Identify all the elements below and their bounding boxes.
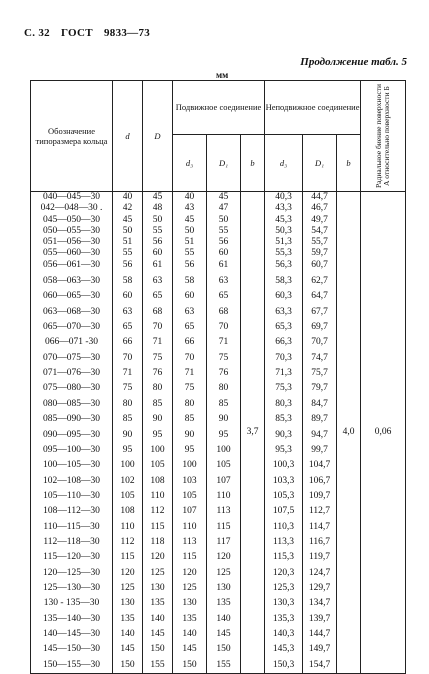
table-cell-name: 070—075—30 xyxy=(43,352,100,363)
table-cell-D1f: 59,7 xyxy=(311,248,328,259)
table-cell-d3f: 85,3 xyxy=(275,414,292,425)
table-cell-D1: 105 xyxy=(216,460,231,471)
table-cell-name: 063—068—30 xyxy=(43,306,100,317)
table-cell-D1f: 44,7 xyxy=(311,192,328,202)
table-cell-d3: 75 xyxy=(184,383,195,394)
table-cell-d3f: 103,3 xyxy=(272,475,295,486)
table-cell-name: 066—071 -30 xyxy=(44,337,99,348)
table-cell-d: 140 xyxy=(120,628,135,639)
table-cell-d3: 105 xyxy=(182,490,197,501)
table-cell-d3: 66 xyxy=(184,337,195,348)
table-cell-name: 145—150—30 xyxy=(43,644,100,655)
table-cell-D1: 80 xyxy=(218,383,229,394)
standard-number: 9833—73 xyxy=(103,27,151,39)
table-cell-name: 065—070—30 xyxy=(43,322,100,333)
table-cell-D: 100 xyxy=(150,444,165,455)
table-cell-D1: 56 xyxy=(218,237,229,248)
table-cell-d3f: 60,3 xyxy=(275,291,292,302)
table-cell-D: 68 xyxy=(152,306,163,317)
table-cell-d3f: 107,5 xyxy=(272,506,295,517)
table-cell-d3: 70 xyxy=(184,352,195,363)
table-cell-d: 51 xyxy=(122,237,133,248)
table-cell-D1f: 124,7 xyxy=(308,567,331,578)
table-cell-D1: 75 xyxy=(218,352,229,363)
table-cell-d3: 58 xyxy=(184,276,195,287)
table-cell-D1f: 75,7 xyxy=(311,368,328,379)
table-cell-name: 058—063—30 xyxy=(43,276,100,287)
table-cell-D1f: 74,7 xyxy=(311,352,328,363)
table-cell-D1f: 94,7 xyxy=(311,429,328,440)
table-cell-D: 45 xyxy=(152,192,163,202)
radial-cell: 0,06 xyxy=(361,192,406,674)
table-cell-D1: 100 xyxy=(216,444,231,455)
table-cell-D1f: 134,7 xyxy=(308,598,331,609)
table-cell-name: 130 - 135—30 xyxy=(43,598,100,609)
page-number: С. 32 xyxy=(24,27,50,39)
table-cell-d: 102 xyxy=(120,475,135,486)
table-cell-D: 63 xyxy=(152,276,163,287)
table-cell-name: 051—056—30 xyxy=(43,237,100,248)
table-cell-D: 60 xyxy=(152,248,163,259)
table-cell-D1f: 109,7 xyxy=(308,490,331,501)
table-cell-d3: 107 xyxy=(182,506,197,517)
table-cell-d3f: 80,3 xyxy=(275,398,292,409)
header-b: b xyxy=(241,134,265,191)
table-cell-name: 075—080—30 xyxy=(43,383,100,394)
table-cell-D: 105 xyxy=(150,460,165,471)
table-cell-d: 125 xyxy=(120,582,135,593)
table-cell-D: 90 xyxy=(152,414,163,425)
table-cell-d3: 135 xyxy=(182,613,197,624)
table-cell-d3f: 56,3 xyxy=(275,259,292,270)
table-cell-d3: 103 xyxy=(182,475,197,486)
table-cell-d3f: 110,3 xyxy=(273,521,295,532)
table-cell-D1f: 67,7 xyxy=(311,306,328,317)
table-cell-D: 75 xyxy=(152,352,163,363)
table-cell-d3: 80 xyxy=(184,398,195,409)
table-cell-D1: 110 xyxy=(216,490,231,501)
table-cell-D: 135 xyxy=(150,598,165,609)
table-cell-D: 95 xyxy=(152,429,163,440)
table-cell-d: 80 xyxy=(122,398,133,409)
table-cell-D1f: 69,7 xyxy=(311,322,328,333)
table-cell-D1: 113 xyxy=(216,506,231,517)
table-cell-D1f: 112,7 xyxy=(309,506,331,517)
table-cell-d3: 120 xyxy=(182,567,197,578)
table-cell-D1f: 114,7 xyxy=(309,521,331,532)
table-cell-name: 110—115—30 xyxy=(43,521,100,532)
header-b-fixed: b xyxy=(337,134,361,191)
table-cell-D: 110 xyxy=(150,490,165,501)
table-cell-d3f: 58,3 xyxy=(275,276,292,287)
table-cell-d3f: 63,3 xyxy=(275,306,292,317)
table-cell-D: 80 xyxy=(152,383,163,394)
table-cell-d: 55 xyxy=(122,248,133,259)
table-cell-D1: 145 xyxy=(216,628,231,639)
table-cell-d: 71 xyxy=(122,368,133,379)
table-cell-d3f: 135,3 xyxy=(272,613,295,624)
col-d3-fixed-cell xyxy=(265,192,303,674)
table-cell-D1: 61 xyxy=(218,259,229,270)
table-cell-d: 50 xyxy=(122,225,133,236)
header-d: d xyxy=(113,81,143,192)
table-cell-D1: 117 xyxy=(216,536,231,547)
table-cell-D: 55 xyxy=(152,225,163,236)
table-cell-D1f: 106,7 xyxy=(308,475,331,486)
table-cell-d: 85 xyxy=(122,414,133,425)
header-D1-fixed: D₁ xyxy=(303,134,337,191)
table-cell-D1: 155 xyxy=(216,659,231,670)
table-cell-d: 56 xyxy=(122,259,133,270)
table-cell-d3f: 95,3 xyxy=(275,444,292,455)
table-cell-d3: 115 xyxy=(182,552,197,563)
dimensions-table xyxy=(30,80,406,674)
table-cell-D1: 45 xyxy=(218,192,229,202)
table-cell-D1f: 84,7 xyxy=(311,398,328,409)
header-fixed: Неподвижное соединение xyxy=(265,81,361,135)
table-cell-D: 115 xyxy=(150,521,165,532)
table-cell-D1f: 144,7 xyxy=(308,628,331,639)
table-cell-D: 85 xyxy=(152,398,163,409)
table-cell-d3f: 70,3 xyxy=(275,352,292,363)
col-d-cell xyxy=(113,192,143,674)
table-cell-D1: 95 xyxy=(218,429,229,440)
table-cell-d3f: 125,3 xyxy=(272,582,295,593)
header-movable: Подвижное соединение xyxy=(173,81,265,135)
table-cell-D1: 125 xyxy=(216,567,231,578)
table-cell-name: 040—045—30 xyxy=(43,192,100,202)
page-header xyxy=(24,27,158,39)
table-cell-D: 150 xyxy=(150,644,165,655)
table-cell-D1: 65 xyxy=(218,291,229,302)
table-cell-name: 100—105—30 xyxy=(43,460,100,471)
table-cell-D1: 115 xyxy=(216,521,231,532)
table-cell-D1: 90 xyxy=(218,414,229,425)
table-cell-D: 145 xyxy=(150,628,165,639)
table-cell-D1: 107 xyxy=(216,475,231,486)
table-cell-d: 75 xyxy=(122,383,133,394)
table-cell-d3f: 100,3 xyxy=(272,460,295,471)
table-cell-D1f: 62,7 xyxy=(311,276,328,287)
table-cell-name: 108—112—30 xyxy=(43,506,100,517)
table-cell-D: 65 xyxy=(152,291,163,302)
table-cell-d: 45 xyxy=(122,214,133,225)
table-cell-D1: 150 xyxy=(216,644,231,655)
table-cell-d: 95 xyxy=(122,444,133,455)
table-cell-name: 135—140—30 xyxy=(43,613,100,624)
table-cell-D1f: 139,7 xyxy=(308,613,331,624)
table-cell-d3f: 55,3 xyxy=(275,248,292,259)
table-cell-name: 060—065—30 xyxy=(43,291,100,302)
table-cell-d3: 51 xyxy=(184,237,195,248)
table-cell-D1f: 79,7 xyxy=(311,383,328,394)
table-cell-d3: 50 xyxy=(184,225,195,236)
table-cell-D: 125 xyxy=(150,567,165,578)
table-cell-d3f: 130,3 xyxy=(272,598,295,609)
table-cell-D: 140 xyxy=(150,613,165,624)
table-cell-D1: 63 xyxy=(218,276,229,287)
col-D1-cell xyxy=(207,192,241,674)
table-cell-D1f: 99,7 xyxy=(311,444,328,455)
header-name: Обозначение типоразмера кольца xyxy=(31,81,113,192)
table-cell-D: 118 xyxy=(150,536,165,547)
table-cell-d3: 95 xyxy=(184,444,195,455)
table-cell-d3: 63 xyxy=(184,306,195,317)
table-cell-d3: 71 xyxy=(184,368,195,379)
table-cell-d3f: 75,3 xyxy=(275,383,292,394)
table-cell-name: 056—061—30 xyxy=(43,259,100,270)
b-fixed-cell: 4,0 xyxy=(337,192,361,674)
table-body-row xyxy=(31,192,406,674)
col-d3-cell xyxy=(173,192,207,674)
table-cell-d3f: 65,3 xyxy=(275,322,292,333)
table-cell-D: 70 xyxy=(152,322,163,333)
table-cell-D1: 85 xyxy=(218,398,229,409)
table-cell-d3f: 150,3 xyxy=(272,659,295,670)
table-cell-d3: 110 xyxy=(182,521,197,532)
table-cell-D1f: 60,7 xyxy=(311,259,328,270)
table-cell-d3f: 90,3 xyxy=(275,429,292,440)
table-cell-d: 108 xyxy=(120,506,135,517)
table-cell-d3: 55 xyxy=(184,248,195,259)
table-cell-d3: 85 xyxy=(184,414,195,425)
table-cell-d3: 125 xyxy=(182,582,197,593)
table-cell-d3f: 115,3 xyxy=(273,552,295,563)
table-cell-D: 48 xyxy=(152,203,163,214)
table-cell-d3f: 45,3 xyxy=(275,214,292,225)
col-D-cell xyxy=(143,192,173,674)
table-cell-D1f: 119,7 xyxy=(309,552,331,563)
table-cell-d: 130 xyxy=(120,598,135,609)
table-cell-d3f: 66,3 xyxy=(275,337,292,348)
table-cell-D1: 50 xyxy=(218,214,229,225)
table-cell-d3f: 120,3 xyxy=(272,567,295,578)
table-cell-d: 58 xyxy=(122,276,133,287)
table-cell-d3f: 51,3 xyxy=(275,237,292,248)
table-cell-name: 042—048—30 . xyxy=(40,203,103,214)
header-D: D xyxy=(143,81,173,192)
table-cell-D: 56 xyxy=(152,237,163,248)
table-cell-D: 155 xyxy=(150,659,165,670)
table-cell-name: 140—145—30 xyxy=(43,628,100,639)
table-cell-D1: 55 xyxy=(218,225,229,236)
table-cell-d3: 60 xyxy=(184,291,195,302)
table-cell-d3f: 71,3 xyxy=(275,368,292,379)
table-cell-d3: 43 xyxy=(184,203,195,214)
table-cell-d3: 65 xyxy=(184,322,195,333)
table-cell-d: 40 xyxy=(122,192,133,202)
table-cell-name: 050—055—30 xyxy=(43,225,100,236)
table-cell-name: 120—125—30 xyxy=(43,567,100,578)
table-cell-d3f: 50,3 xyxy=(275,225,292,236)
table-cell-d: 70 xyxy=(122,352,133,363)
table-cell-d: 63 xyxy=(122,306,133,317)
table-cell-name: 102—108—30 xyxy=(43,475,100,486)
table-cell-name: 095—100—30 xyxy=(43,444,100,455)
table-cell-d: 112 xyxy=(120,536,135,547)
table-cell-d3f: 43,3 xyxy=(275,203,292,214)
table-cell-name: 080—085—30 xyxy=(43,398,100,409)
table-cell-d: 90 xyxy=(122,429,133,440)
table-cell-name: 115—120—30 xyxy=(43,552,100,563)
table-cell-name: 105—110—30 xyxy=(43,490,100,501)
table-cell-D1: 140 xyxy=(216,613,231,624)
table-cell-d3: 140 xyxy=(182,628,197,639)
table-cell-d3: 56 xyxy=(184,259,195,270)
table-cell-d3: 90 xyxy=(184,429,195,440)
table-cell-D1f: 54,7 xyxy=(311,225,328,236)
table-cell-D1f: 70,7 xyxy=(311,337,328,348)
col-D1-fixed-cell xyxy=(303,192,337,674)
table-cell-d3: 100 xyxy=(182,460,197,471)
table-cell-d: 42 xyxy=(122,203,133,214)
table-cell-d: 145 xyxy=(120,644,135,655)
table-cell-name: 055—060—30 xyxy=(43,248,100,259)
table-cell-d: 120 xyxy=(120,567,135,578)
table-cell-D1f: 46,7 xyxy=(311,203,328,214)
header-d3-fixed: d₃ xyxy=(265,134,303,191)
table-cell-D1: 76 xyxy=(218,368,229,379)
table-cell-d3f: 40,3 xyxy=(275,192,292,202)
table-cell-D1: 60 xyxy=(218,248,229,259)
table-cell-d: 60 xyxy=(122,291,133,302)
table-cell-D1f: 89,7 xyxy=(311,414,328,425)
table-cell-name: 045—050—30 xyxy=(43,214,100,225)
table-cell-d: 135 xyxy=(120,613,135,624)
table-cell-name: 090—095—30 xyxy=(43,429,100,440)
table-cell-D1: 120 xyxy=(216,552,231,563)
table-cell-D1f: 49,7 xyxy=(311,214,328,225)
b-movable-cell: 3,7 xyxy=(241,192,265,674)
table-cell-d: 65 xyxy=(122,322,133,333)
table-cell-d: 110 xyxy=(120,521,135,532)
table-cell-D1f: 116,7 xyxy=(309,536,331,547)
table-cell-d3f: 105,3 xyxy=(272,490,295,501)
table-cell-D: 108 xyxy=(150,475,165,486)
header-d3: d₃ xyxy=(173,134,207,191)
header-D1: D₁ xyxy=(207,134,241,191)
table-cell-d3: 40 xyxy=(184,192,195,202)
table-cell-D1: 70 xyxy=(218,322,229,333)
standard-label: ГОСТ xyxy=(61,27,93,39)
table-cell-d: 115 xyxy=(120,552,135,563)
table-cell-d: 105 xyxy=(120,490,135,501)
table-cell-d: 66 xyxy=(122,337,133,348)
table-cell-D1: 71 xyxy=(218,337,229,348)
table-cell-d: 100 xyxy=(120,460,135,471)
table-cell-d3: 145 xyxy=(182,644,197,655)
table-cell-d3f: 113,3 xyxy=(273,536,295,547)
table-cell-D: 50 xyxy=(152,214,163,225)
table-cell-name: 071—076—30 xyxy=(43,368,100,379)
table-cell-D1f: 64,7 xyxy=(311,291,328,302)
table-cell-D1f: 149,7 xyxy=(308,644,331,655)
table-cell-D: 71 xyxy=(152,337,163,348)
col-name-cell xyxy=(31,192,113,674)
table-cell-D: 76 xyxy=(152,368,163,379)
table-cell-D: 120 xyxy=(150,552,165,563)
table-cell-D1: 135 xyxy=(216,598,231,609)
table-cell-D1f: 104,7 xyxy=(308,460,331,471)
table-cell-D1f: 154,7 xyxy=(308,659,331,670)
table-cell-d3: 45 xyxy=(184,214,195,225)
table-cell-d: 150 xyxy=(120,659,135,670)
table-cell-d3: 113 xyxy=(182,536,197,547)
table-cell-D1: 68 xyxy=(218,306,229,317)
table-cell-D1f: 55,7 xyxy=(311,237,328,248)
table-cell-name: 112—118—30 xyxy=(43,536,100,547)
table-cell-d3: 150 xyxy=(182,659,197,670)
table-cell-D: 112 xyxy=(150,506,165,517)
continuation-caption: Продолжение табл. 5 xyxy=(300,56,407,68)
table-cell-D1f: 129,7 xyxy=(308,582,331,593)
table-cell-D1: 47 xyxy=(218,203,229,214)
table-cell-D: 61 xyxy=(152,259,163,270)
table-cell-d3f: 145,3 xyxy=(272,644,295,655)
table-cell-name: 150—155—30 xyxy=(43,659,100,670)
table-cell-name: 125—130—30 xyxy=(43,582,100,593)
table-cell-d3: 130 xyxy=(182,598,197,609)
table-cell-d3f: 140,3 xyxy=(272,628,295,639)
table-cell-name: 085—090—30 xyxy=(43,414,100,425)
unit-label: мм xyxy=(216,70,229,80)
table-cell-D1: 130 xyxy=(216,582,231,593)
header-radial-text: Радиальное биение поверхности А относительно поверхности Б xyxy=(374,84,392,188)
header-radial xyxy=(361,81,406,192)
table-cell-D: 130 xyxy=(150,582,165,593)
